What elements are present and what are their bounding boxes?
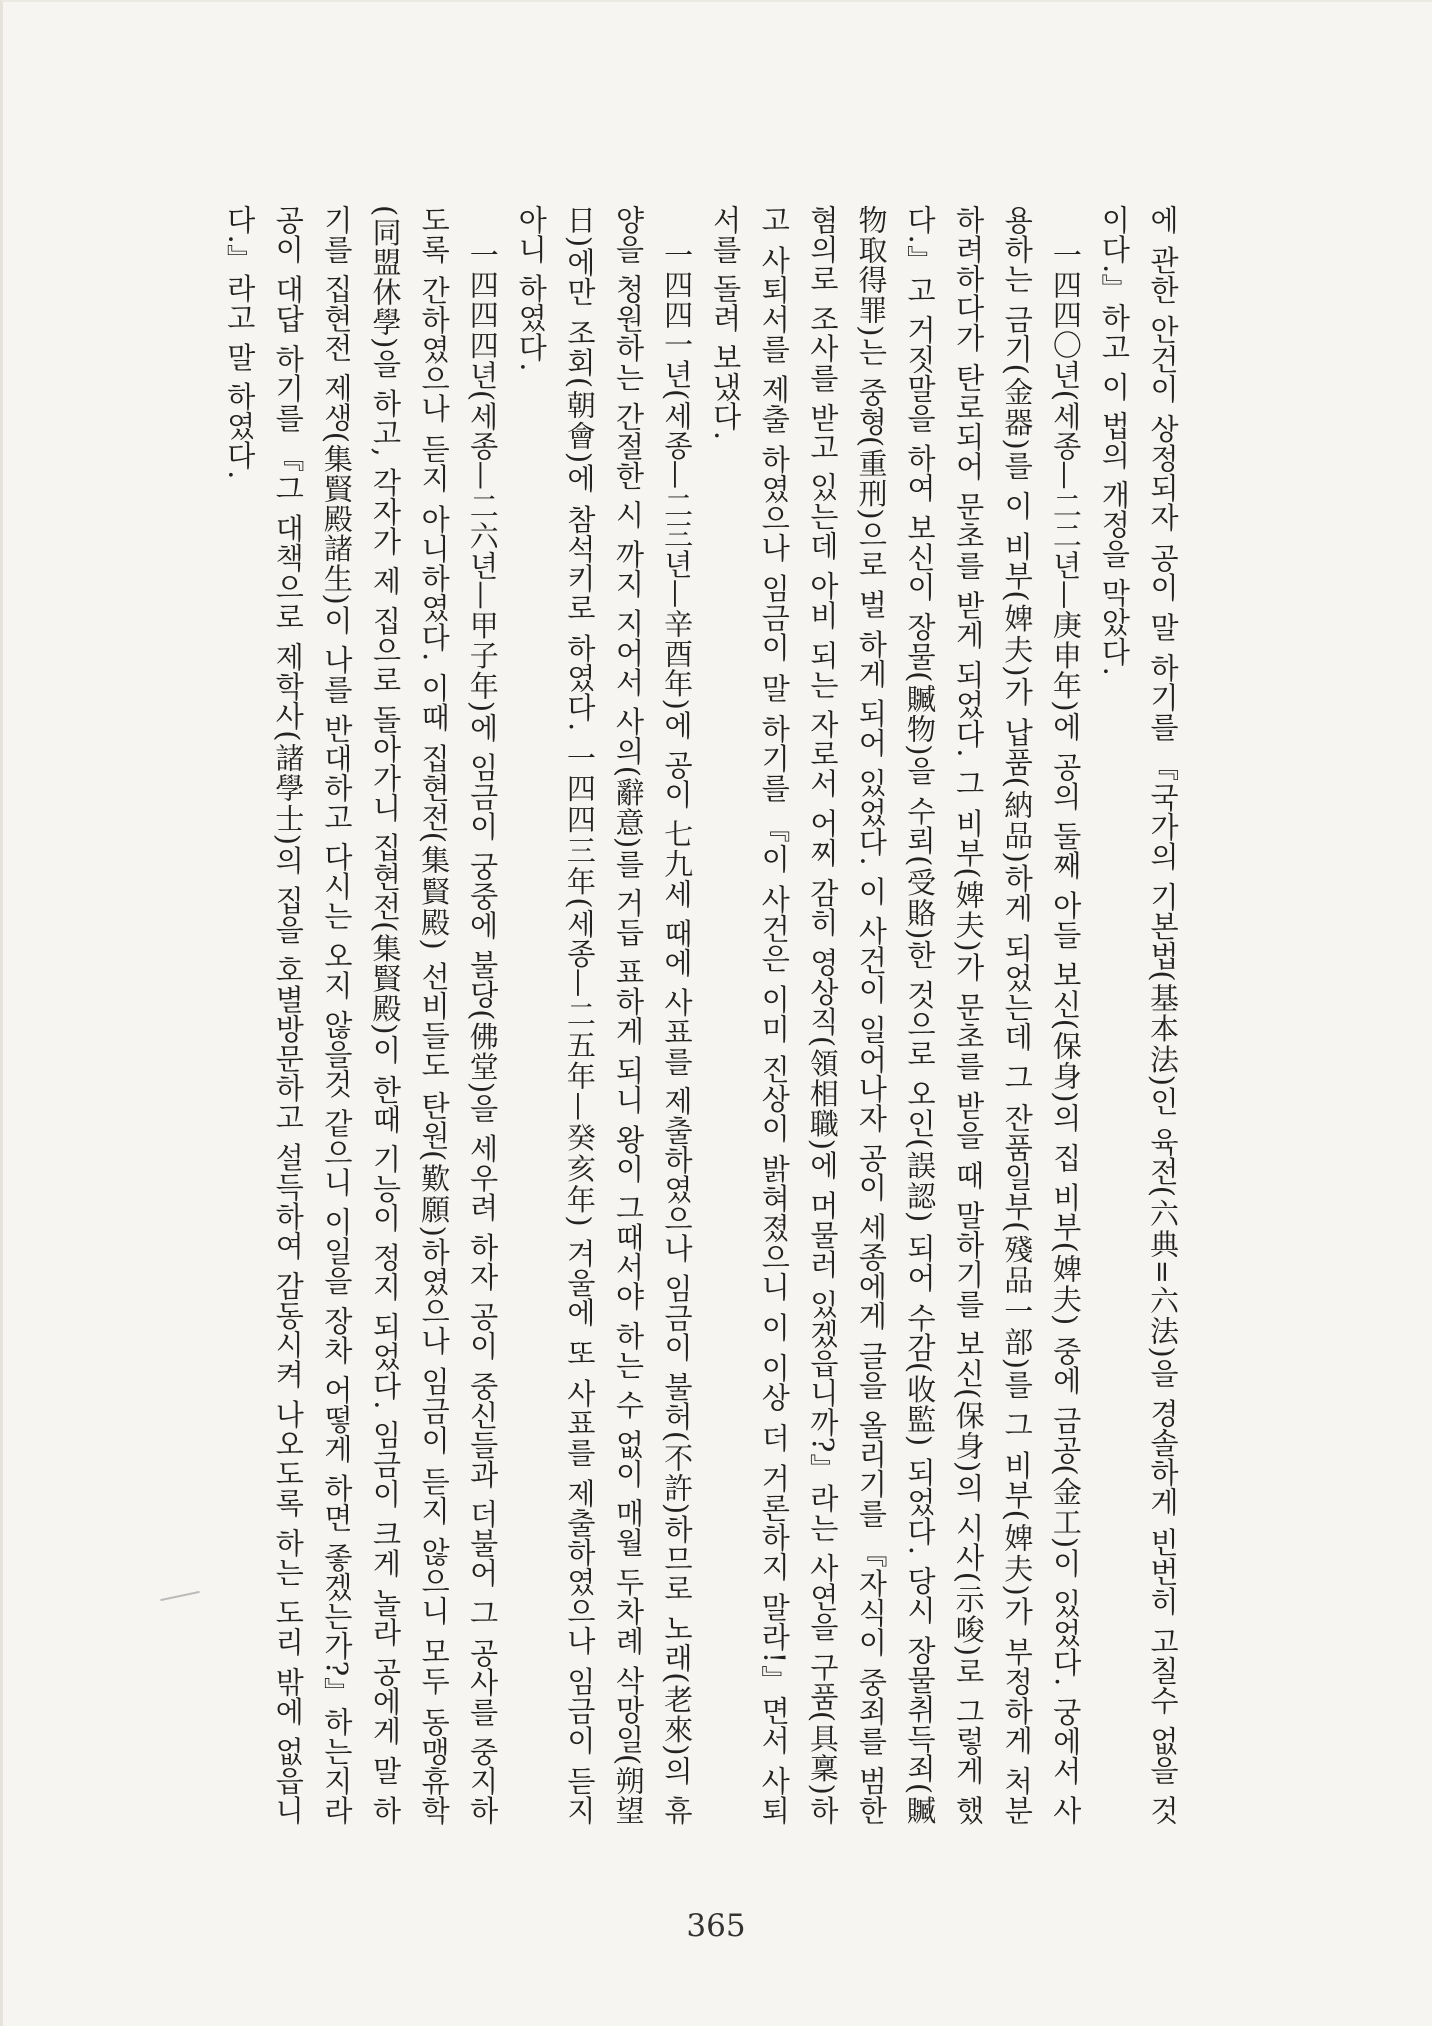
paragraph-3: 一四四一년(세종—二三년—辛酉年)에 공이 七九세 때에 사표를 제출하였으나 임금이 불허(不許)하므로 노래(老來)의 휴양을 청원하는 간절한 시 까지 지어서 사의(辭意)를 거듭 표하게 되니 왕이 그때서야 하는 수 없이 매월 두차례 삭망일(朔望日)에만 조회(朝會)에 참석키로 하였다. 一四四三年(세종—二五年—癸亥年) 겨울에 또 사표를 제출하였으나 임금이 듣지 아니 하였다.	[514, 205, 695, 1825]
vertical-text-body	[187, 205, 1187, 1825]
paragraph-4: 一四四四년(세종—二六년—甲子年)에 임금이 궁중에 불당(佛堂)을 세우려 하자 공이 중신들과 더불어 그 공사를 중지하도록 간하였으나 듣지 아니하였다. 이때 집현전(集賢殿) 선비들도 탄원(歎願)하였으나 임금이 듣지 않으니 모두 동맹휴학(同盟休學)을 하고, 각자가 제 집으로 돌아가니 집현전(集賢殿)이 한때 기능이 정지 되었다. 임금이 크게 놀라 공에게 말 하기를 집현전 제생(集賢殿諸生)이 나를 반대하고 다시는 오지 않을것 같으니 이일을 장차 어떻게 하면 좋겠는가?』하는지라 공이 대답 하기를 『그 대책으로 제학사(諸學士)의 집을 호별방문하고 설득하여 감동시켜 나오도록 하는 도리 밖에 없읍니다.』라고 말 하였다.	[222, 205, 500, 1825]
page-number: 365	[686, 1908, 746, 1944]
paragraph-2: 一四四〇년(세종—二二년—庚申年)에 공의 둘째 아들 보신(保身)의 집 비부(婢夫) 중에 금공(金工)이 있었다. 궁에서 사용하는 금기(金器)를 이 비부(婢夫)가 납품(納品)하게 되었는데 그 잔품일부(殘品一部)를 그 비부(婢夫)가 부정하게 처분 하려하다가 탄로되어 문초를 받게 되었다. 그 비부(婢夫)가 문초를 받을 때 말하기를 보신(保身)의 시사(示唆)로 그렇게 했다.』고 거짓말을 하여 보신이 장물(贓物)을 수뢰(受賂)한 것으로 오인(誤認) 되어 수감(收監) 되었다. 당시 장물취득죄(贓物取得罪)는 중형(重刑)으로 벌 하게 되어 있었다. 이 사건이 일어나자 공이 세종에게 글을 올리기를 『자식이 중죄를 범한 혐의로 조사를 받고 있는데 아비 되는 자로서 어찌 감히 영상직(領相職)에 머물러 있겠읍니까?』라는 사연을 구품(具稟)하고 사퇴서를 제출 하였으나 임금이 말 하기를 『이 사건은 이미 진상이 밝혀졌으니 이 이상 더 거론하지 말라!』면서 사퇴서를 돌려 보냈다.	[708, 205, 1083, 1825]
paragraph-1: 에 관한 안건이 상정되자 공이 말 하기를 『국가의 기본법(基本法)인 육전(六典=六法)을 경솔하게 빈번히 고칠수 없을 것이다.』하고 이 법의 개정을 막았다.	[1097, 205, 1180, 1825]
